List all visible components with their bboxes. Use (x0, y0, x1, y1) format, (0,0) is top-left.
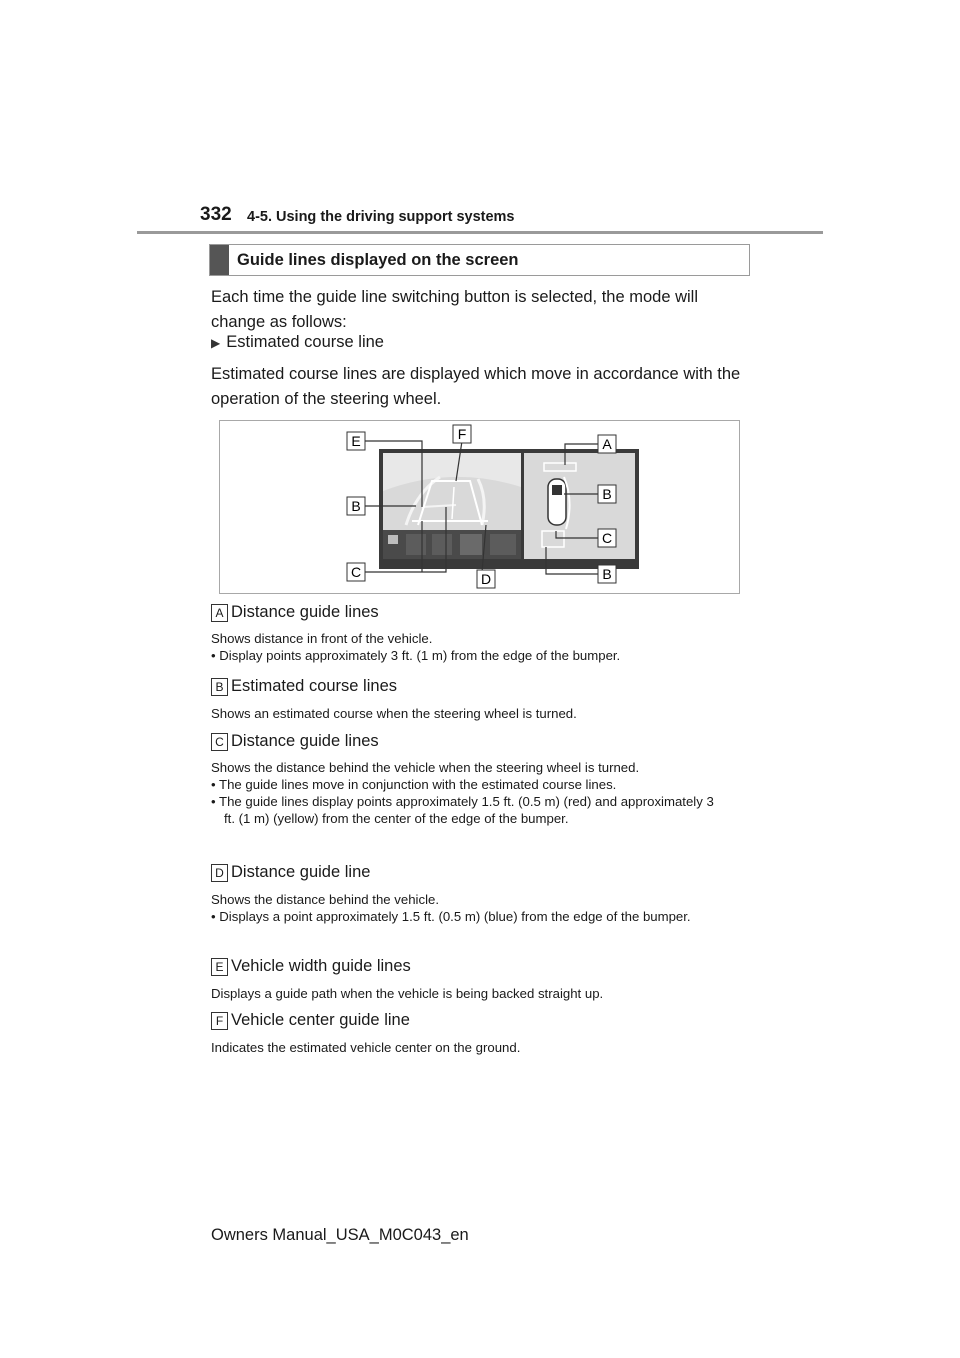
item-e-description (211, 985, 771, 1002)
section-heading-box (209, 244, 750, 276)
section-heading-marker (210, 245, 229, 275)
intro-paragraph: Each time the guide line switching button is selected, the mode will change as follows: (211, 288, 699, 331)
page-number: 332 (200, 204, 232, 225)
item-e-title-row (211, 957, 411, 976)
figure-label-e: E (351, 433, 361, 449)
screen-button (432, 534, 452, 555)
item-e-line: Displays a guide path when the vehicle is being backed straight up. (211, 986, 604, 1001)
item-f-line: Indicates the estimated vehicle center on the ground. (211, 1040, 521, 1055)
item-a-title-row (211, 603, 379, 622)
item-b-title: Estimated course lines (231, 677, 397, 695)
callout-e-icon: E (211, 958, 228, 976)
figure-label-a: A (602, 436, 612, 452)
item-d-line: Shows the distance behind the vehicle. (211, 892, 439, 907)
item-d-line: • Displays a point approximately 1.5 ft. (0.5 m) (blue) from the edge of the bumper. (211, 909, 691, 924)
section-title: 4-5. Using the driving support systems (247, 209, 515, 225)
item-c-title-row (211, 732, 379, 751)
item-c-line: • The guide lines display points approximately 1.5 ft. (0.5 m) (red) and approximately 3 ft. (1 m) (yellow) from the center of the edge of the bumper. (211, 794, 714, 826)
screen-button (460, 534, 482, 555)
item-d-description (211, 891, 771, 925)
camera-screen-illustration (220, 421, 739, 593)
item-f-title-row (211, 1011, 410, 1030)
vehicle-windshield (552, 485, 562, 495)
callout-a-icon: A (211, 604, 228, 622)
item-a-title: Distance guide lines (231, 603, 379, 621)
callout-d-icon: D (211, 864, 228, 882)
callout-c-icon: C (211, 733, 228, 751)
screen-button (406, 534, 426, 555)
item-c-title: Distance guide lines (231, 732, 379, 750)
figure-label-c-left: C (350, 564, 362, 580)
item-e-title: Vehicle width guide lines (231, 957, 411, 975)
item-a-line: • Display points approximately 3 ft. (1 m) from the edge of the bumper. (211, 648, 621, 663)
triangle-bullet-icon: ▶ (211, 336, 221, 350)
top-view (524, 453, 635, 559)
item-b-line: Shows an estimated course when the steering wheel is turned. (211, 706, 577, 721)
item-c-line: Shows the distance behind the vehicle when the steering wheel is turned. (211, 760, 640, 775)
item-f-title: Vehicle center guide line (231, 1011, 410, 1029)
item-c-line: • The guide lines move in conjunction with the estimated course lines. (211, 777, 617, 792)
item-b-title-row (211, 677, 397, 696)
callout-b-icon: B (211, 678, 228, 696)
header-rule (137, 231, 823, 234)
figure-label-c-right: C (601, 530, 613, 546)
figure-label-d: D (480, 571, 492, 587)
guide-line-button (388, 535, 398, 544)
callout-f-icon: F (211, 1012, 228, 1030)
item-a-line: Shows distance in front of the vehicle. (211, 631, 433, 646)
item-b-description (211, 705, 771, 722)
figure-label-f: F (457, 426, 467, 442)
section-heading: Guide lines displayed on the screen (237, 251, 519, 269)
figure-label-b-right: B (602, 486, 612, 502)
mode-description: Estimated course lines are displayed which move in accordance with the operation of the steering wheel. (211, 365, 741, 408)
item-a-description (211, 630, 771, 664)
mode-bullet (211, 333, 384, 352)
figure-label-b-left: B (351, 498, 361, 514)
figure-label-b-bottom: B (602, 566, 612, 582)
item-c-description (211, 759, 771, 827)
item-d-title-row (211, 863, 370, 882)
page-footer: Owners Manual_USA_M0C043_en (211, 1226, 469, 1244)
item-f-description (211, 1039, 771, 1056)
camera-screen-figure (219, 420, 740, 594)
mode-bullet-label: Estimated course line (226, 333, 384, 351)
screen-button (490, 534, 516, 555)
item-d-title: Distance guide line (231, 863, 371, 881)
